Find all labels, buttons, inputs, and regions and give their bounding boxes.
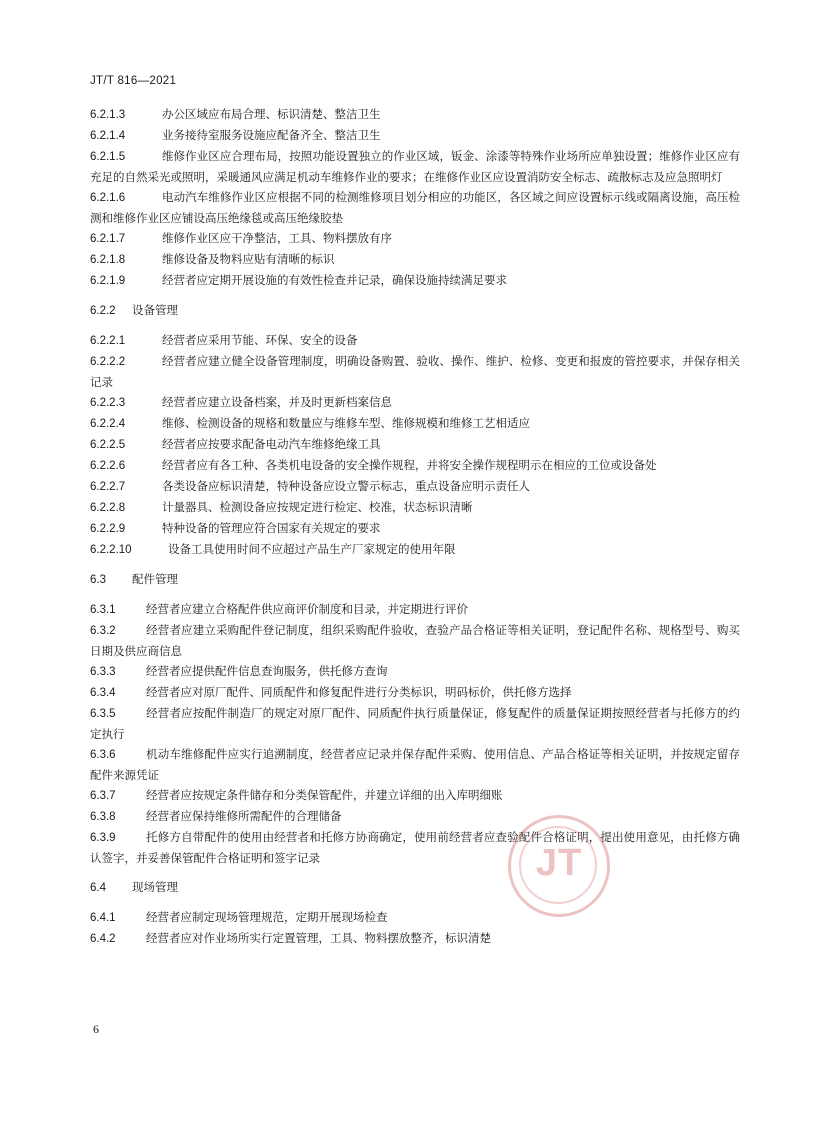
clause-paragraph: [90, 497, 740, 518]
clause-text: 办公区域应布局合理、标识清楚、整洁卫生: [162, 107, 381, 121]
clause-text: 电动汽车维修作业区应根据不同的检测维修项目划分相应的功能区，各区域之间应设置标示线或隔离设施，高压检测和维修作业区应铺设高压绝缘毯或高压绝缘胶垫: [90, 190, 740, 225]
clause-paragraph: [90, 539, 740, 560]
clause-paragraph: [90, 599, 740, 620]
clause-text: 特种设备的管理应符合国家有关规定的要求: [162, 521, 381, 535]
clause-text: 经营者应有各工种、各类机电设备的安全操作规程，并将安全操作规程明示在相应的工位或设备处: [162, 458, 657, 472]
clause-number: 6.3.1: [90, 604, 116, 616]
clause-number: 6.2.2: [90, 305, 116, 317]
clause-text: 设备管理: [132, 303, 178, 317]
clause-text: 经营者应按配件制造厂的规定对原厂配件、同质配件执行质量保证，修复配件的质量保证期按照经营者与托修方的约定执行: [90, 706, 740, 741]
clause-number: 6.2.2.10: [90, 544, 132, 556]
clause-paragraph: [90, 146, 740, 187]
clause-number: 6.2.2.4: [90, 418, 126, 430]
clause-text: 经营者应建立采购配件登记制度，组织采购配件验收，查验产品合格证等相关证明，登记配件名称、规格型号、购买日期及供应商信息: [90, 623, 740, 658]
section-heading: [90, 300, 740, 321]
stamp-text: JT: [535, 842, 583, 884]
clause-paragraph: [90, 827, 740, 868]
clause-number: 6.4.2: [90, 933, 116, 945]
section-heading: [90, 569, 740, 590]
clause-number: 6.3.3: [90, 666, 116, 678]
clause-text: 托修方自带配件的使用由经营者和托修方协商确定，使用前经营者应查验配件合格证明，提出使用意见，由托修方确认签字，并妥善保管配件合格证明和签字记录: [90, 830, 740, 865]
clause-paragraph: [90, 661, 740, 682]
clause-paragraph: [90, 682, 740, 703]
clause-number: 6.3: [90, 574, 106, 586]
clause-number: 6.2.2.3: [90, 397, 126, 409]
clause-paragraph: [90, 270, 740, 291]
clause-number: 6.2.2.7: [90, 481, 126, 493]
clause-paragraph: [90, 907, 740, 928]
clause-number: 6.3.9: [90, 832, 116, 844]
clause-text: 配件管理: [132, 572, 178, 586]
clause-paragraph: [90, 413, 740, 434]
clause-number: 6.2.2.1: [90, 335, 126, 347]
clause-text: 设备工具使用时间不应超过产品生产厂家规定的使用年限: [168, 542, 456, 556]
clause-number: 6.2.2.8: [90, 502, 126, 514]
section-heading: [90, 877, 740, 898]
clause-number: 6.3.7: [90, 790, 116, 802]
watermark-stamp: [508, 815, 610, 917]
clause-text: 经营者应制定现场管理规范，定期开展现场检查: [146, 910, 388, 924]
page-number: 6: [93, 1022, 99, 1036]
clause-paragraph: [90, 228, 740, 249]
clause-paragraph: [90, 392, 740, 413]
clause-text: 经营者应建立健全设备管理制度，明确设备购置、验收、操作、维护、检修、变更和报废的管控要求，并保存相关记录: [90, 354, 740, 389]
clause-number: 6.2.1.7: [90, 233, 126, 245]
clause-text: 现场管理: [132, 880, 178, 894]
clause-number: 6.3.5: [90, 708, 116, 720]
clause-paragraph: [90, 518, 740, 539]
clause-paragraph: [90, 620, 740, 661]
clause-number: 6.2.1.3: [90, 109, 126, 121]
document-header: JT/T 816—2021: [90, 75, 177, 87]
clause-paragraph: [90, 455, 740, 476]
clause-text: 维修作业区应干净整洁，工具、物料摆放有序: [162, 231, 392, 245]
clause-paragraph: [90, 744, 740, 785]
clause-number: 6.2.1.6: [90, 192, 126, 204]
clause-text: 计量器具、检测设备应按规定进行检定、校准，状态标识清晰: [162, 500, 473, 514]
clause-text: 维修设备及物料应贴有清晰的标识: [162, 252, 335, 266]
clause-paragraph: [90, 806, 740, 827]
clause-number: 6.2.2.2: [90, 356, 126, 368]
clause-paragraph: [90, 928, 740, 949]
clause-number: 6.3.6: [90, 749, 116, 761]
clause-paragraph: [90, 476, 740, 497]
clause-text: 经营者应提供配件信息查询服务，供托修方查询: [146, 664, 388, 678]
clause-paragraph: [90, 104, 740, 125]
clause-number: 6.2.1.4: [90, 130, 126, 142]
clause-number: 6.2.2.6: [90, 460, 126, 472]
clause-text: 机动车维修配件应实行追溯制度，经营者应记录并保存配件采购、使用信息、产品合格证等相关证明，并按规定留存配件来源凭证: [90, 747, 740, 782]
document-body: [90, 104, 740, 949]
clause-paragraph: [90, 703, 740, 744]
clause-number: 6.3.2: [90, 625, 116, 637]
clause-text: 经营者应建立合格配件供应商评价制度和目录，并定期进行评价: [146, 602, 468, 616]
clause-text: 经营者应对作业场所实行定置管理，工具、物料摆放整齐，标识清楚: [146, 931, 491, 945]
clause-text: 各类设备应标识清楚，特种设备应设立警示标志，重点设备应明示责任人: [162, 479, 530, 493]
clause-paragraph: [90, 785, 740, 806]
clause-text: 经营者应定期开展设施的有效性检查并记录，确保设施持续满足要求: [162, 273, 507, 287]
clause-number: 6.2.1.5: [90, 151, 126, 163]
clause-text: 经营者应保持维修所需配件的合理储备: [146, 809, 342, 823]
clause-text: 维修作业区应合理布局，按照功能设置独立的作业区域，钣金、涂漆等特殊作业场所应单独设置；维修作业区应有充足的自然采光或照明，采暖通风应满足机动车维修作业的要求；在维修作业区应设置消防安全标志、疏散标志及应急照明灯: [90, 149, 740, 184]
clause-paragraph: [90, 330, 740, 351]
clause-text: 业务接待室服务设施应配备齐全、整洁卫生: [162, 128, 381, 142]
clause-number: 6.4.1: [90, 912, 116, 924]
clause-number: 6.4: [90, 882, 106, 894]
clause-text: 经营者应采用节能、环保、安全的设备: [162, 333, 358, 347]
clause-number: 6.2.2.9: [90, 523, 126, 535]
clause-paragraph: [90, 434, 740, 455]
clause-paragraph: [90, 249, 740, 270]
clause-number: 6.2.1.8: [90, 254, 126, 266]
clause-number: 6.2.2.5: [90, 439, 126, 451]
clause-text: 经营者应按要求配备电动汽车维修绝缘工具: [162, 437, 381, 451]
clause-paragraph: [90, 187, 740, 228]
clause-text: 维修、检测设备的规格和数量应与维修车型、维修规模和维修工艺相适应: [162, 416, 530, 430]
clause-text: 经营者应按规定条件储存和分类保管配件，并建立详细的出入库明细账: [146, 788, 503, 802]
clause-number: 6.3.8: [90, 811, 116, 823]
clause-number: 6.2.1.9: [90, 275, 126, 287]
clause-paragraph: [90, 351, 740, 392]
clause-text: 经营者应建立设备档案，并及时更新档案信息: [162, 395, 392, 409]
clause-paragraph: [90, 125, 740, 146]
clause-text: 经营者应对原厂配件、同质配件和修复配件进行分类标识，明码标价，供托修方选择: [146, 685, 572, 699]
clause-number: 6.3.4: [90, 687, 116, 699]
